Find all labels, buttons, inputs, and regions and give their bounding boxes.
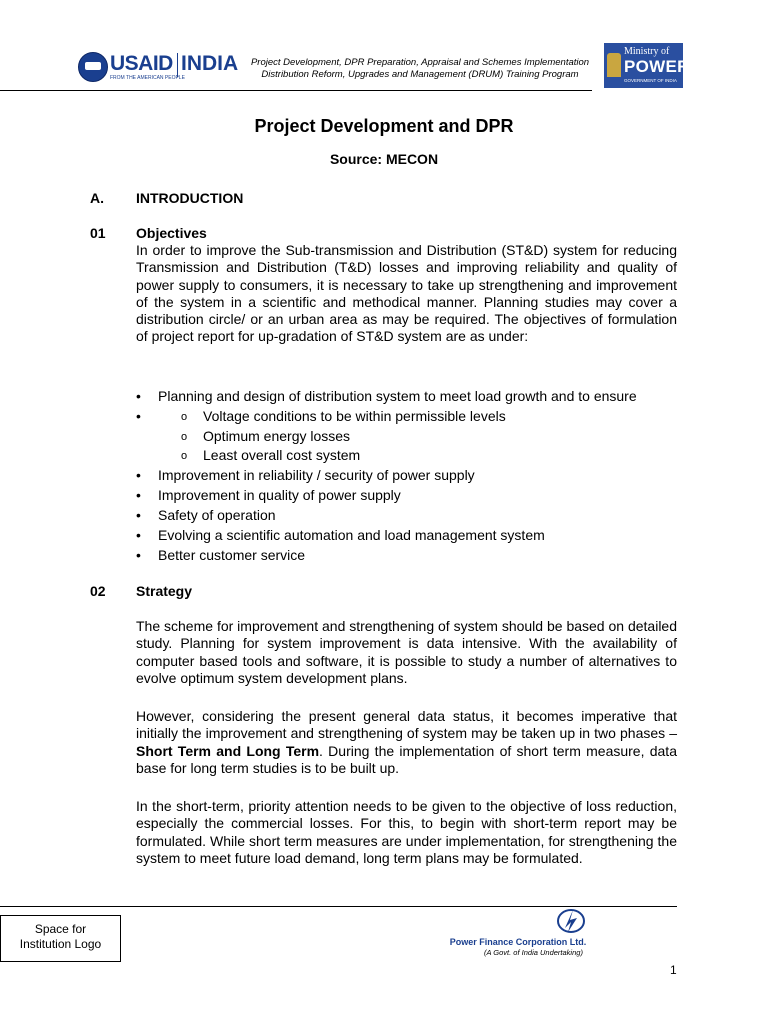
- strategy-paragraph-2-start: However, considering the present general data status, it becomes imperative that initially the improvement and strengthening of system may be taken up in two phases –: [136, 708, 677, 742]
- usaid-tagline: FROM THE AMERICAN PEOPLE: [110, 75, 185, 81]
- pfc-name: Power Finance Corporation Ltd.: [449, 937, 587, 947]
- list-item-text: Improvement in quality of power supply: [158, 486, 401, 503]
- sub-list-item: o Optimum energy losses: [136, 427, 696, 447]
- section-02-number: 02: [90, 583, 106, 599]
- india-wordmark: INDIA: [181, 52, 239, 75]
- ministry-line-1: Ministry of: [624, 46, 670, 57]
- list-item: [136, 546, 696, 566]
- ministry-of-power-logo: [604, 43, 690, 88]
- ministry-line-3: GOVERNMENT OF INDIA: [624, 78, 677, 83]
- section-a-number: A.: [90, 190, 104, 206]
- usaid-india-logo: [78, 50, 250, 84]
- strategy-paragraph-2: [136, 708, 677, 777]
- phases-emphasis: Short Term and Long Term: [136, 742, 320, 759]
- list-item: [136, 486, 696, 506]
- list-item: [136, 526, 696, 546]
- objectives-paragraph: In order to improve the Sub-transmission and Distribution (ST&D) system for reducing Transmission and Distribution (T&D) losses and improving reliability and quality of power supply to consumers, it is necessary to take up strengthening and improvement of the system in a scientific and methodical manner. Planning studies may cover a distribution circle/ or an urban area as may be required. The objectives of formulation of project report for up-gradation of ST&D system are as under:: [136, 242, 677, 345]
- sub-list-container: [136, 407, 696, 466]
- program-header: [246, 57, 594, 81]
- page-number: 1: [670, 963, 677, 977]
- usaid-wordmark: USAID: [110, 52, 173, 75]
- pfc-logo: [438, 904, 618, 959]
- pfc-subtitle: (A Govt. of India Undertaking): [484, 948, 583, 957]
- list-item: [136, 387, 696, 407]
- usaid-seal-icon: [78, 52, 108, 82]
- list-item-text: Safety of operation: [158, 506, 276, 523]
- pfc-emblem-icon: [556, 906, 586, 934]
- logo-box-line-2: Institution Logo: [19, 937, 102, 951]
- section-01-title: Objectives: [136, 225, 207, 241]
- national-emblem-icon: [607, 53, 621, 77]
- strategy-paragraph-3: In the short-term, priority attention needs to be given to the objective of loss reduction, especially the commercial losses. For this, to begin with short-term report may be formulated. While short term measures are under implementation, for strengthening the system to meet future load demand, long term plans may be formulated.: [136, 798, 677, 866]
- section-a-title: INTRODUCTION: [136, 190, 244, 206]
- ministry-line-2: POWER: [624, 57, 690, 76]
- strategy-paragraph-2-end: . During the implementation of short term measure, data base for long term studies is to be built up.: [136, 742, 677, 776]
- section-01-number: 01: [90, 225, 106, 241]
- page-title: Project Development and DPR: [254, 116, 514, 136]
- program-line-2: Distribution Reform, Upgrades and Management (DRUM) Training Program: [261, 69, 579, 80]
- program-line-1: Project Development, DPR Preparation, Appraisal and Schemes Implementation: [250, 57, 590, 68]
- sub-list-item: o Least overall cost system: [136, 446, 696, 466]
- list-item-text: Better customer service: [158, 546, 306, 563]
- logo-separator: [177, 53, 178, 77]
- source-line: Source: MECON: [329, 151, 439, 167]
- list-item: [136, 466, 696, 486]
- sub-list-item: o • Voltage conditions to be within permissible levels: [136, 407, 696, 427]
- header-divider: [0, 90, 592, 91]
- sub-list: [136, 407, 696, 466]
- list-item-text: Evolving a scientific automation and load management system: [158, 526, 545, 543]
- strategy-paragraph-1: The scheme for improvement and strengthening of system should be based on detailed study. Planning for system improvement is data intensive. With the availability of computer based tools and software, it is possible to study a number of alternatives to evolve optimum system development plans.: [136, 618, 677, 686]
- logo-box-line-1: Space for: [34, 922, 87, 936]
- list-item-text: Planning and design of distribution system to meet load growth and to ensure: [158, 388, 637, 404]
- institution-logo-placeholder: [0, 915, 121, 962]
- list-item-text: Improvement in reliability / security of power supply: [158, 466, 475, 483]
- section-02-title: Strategy: [136, 583, 193, 599]
- list-item: [136, 506, 696, 526]
- objectives-list: [136, 387, 696, 566]
